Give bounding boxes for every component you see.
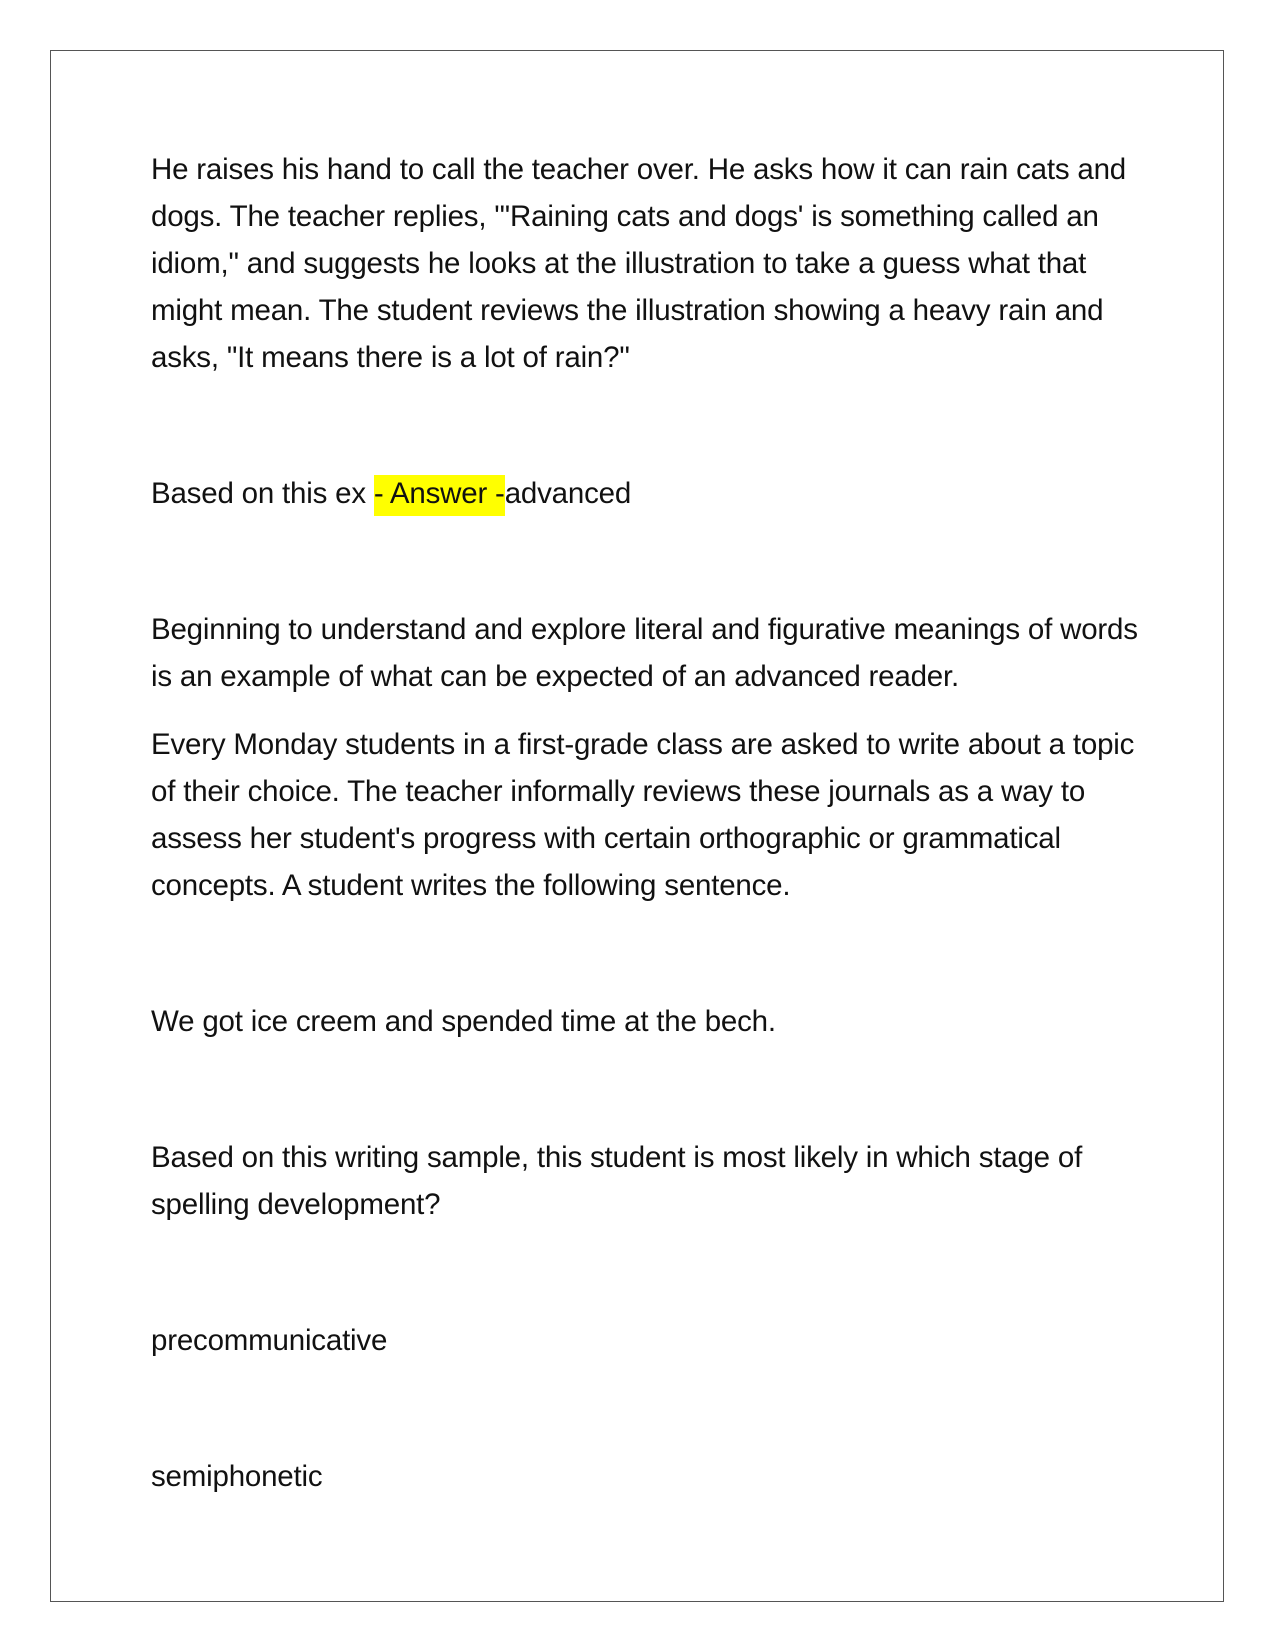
- question-context-paragraph: Every Monday students in a first-grade class are asked to write about a topic of their choice. The teacher informally reviews these journals as a way to assess her student's progress with certain orthographic or grammatical concepts. A student writes the following sentence.: [151, 728, 1135, 902]
- sample-sentence: We got ice creem and spended time at the bech.: [151, 1005, 776, 1038]
- explanation-paragraph: Beginning to understand and explore literal and figurative meanings of words is an example of what can be expected of an advanced reader.: [151, 613, 1138, 693]
- question-paragraph: Based on this writing sample, this student is most likely in which stage of spelling development?: [151, 1141, 1083, 1221]
- answer-option: semiphonetic: [151, 1460, 323, 1493]
- answer-line: [151, 470, 1141, 517]
- answer-option: precommunicative: [151, 1324, 388, 1357]
- intro-paragraph: He raises his hand to call the teacher over. He asks how it can rain cats and dogs. The teacher replies, "'Raining cats and dogs' is something called an idiom," and suggests he looks at the illustration to take a guess what that might mean. The student reviews the illustration showing a heavy rain and asks, "It means there is a lot of rain?": [151, 153, 1127, 374]
- answer-highlight: - Answer -: [374, 475, 505, 516]
- answer-prefix: Based on this ex: [151, 477, 374, 510]
- document-body: [151, 146, 1141, 1500]
- answer-value: advanced: [504, 477, 632, 510]
